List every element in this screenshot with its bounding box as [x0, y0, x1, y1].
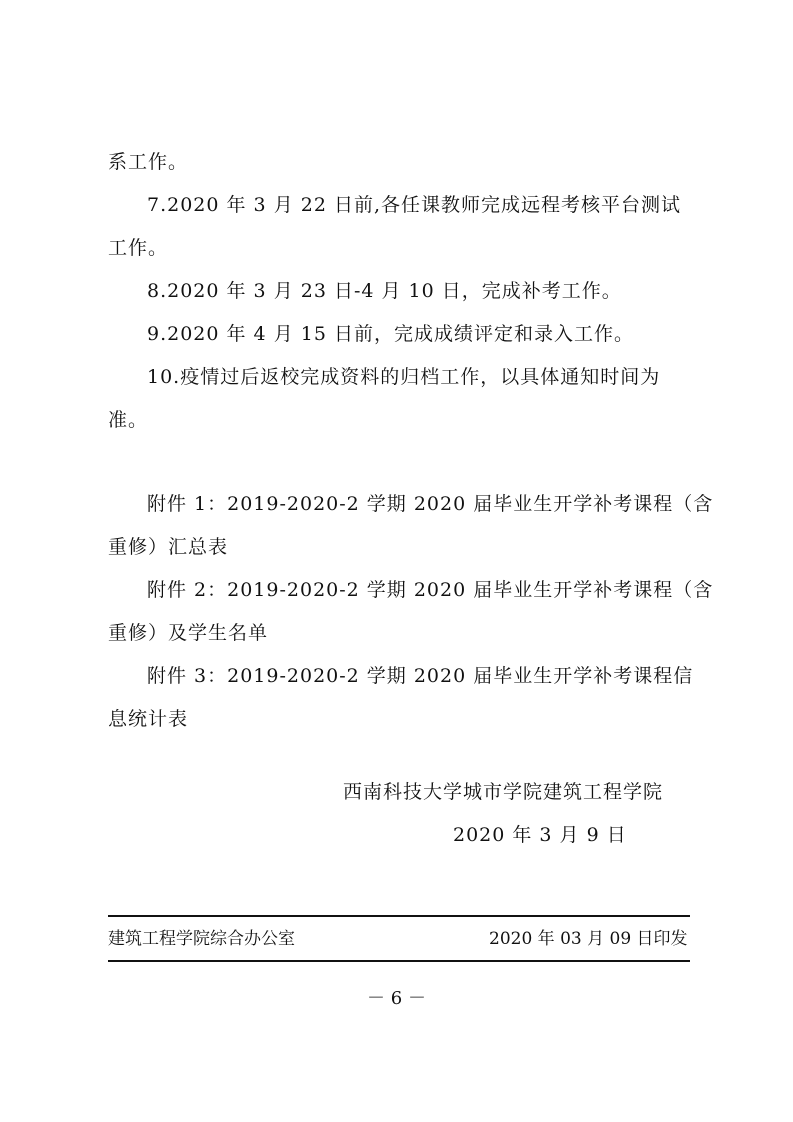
footer-print-date: 2020 年 03 月 09 日印发: [489, 929, 688, 949]
item-8: 8.2020 年 3 月 23 日-4 月 10 日，完成补考工作。: [147, 280, 622, 302]
item-9: 9.2020 年 4 月 15 日前，完成成绩评定和录入工作。: [147, 323, 634, 345]
attachment-2-line-2: 重修）及学生名单: [108, 622, 269, 644]
item-7-line-1: 7.2020 年 3 月 22 日前,各任课教师完成远程考核平台测试: [147, 194, 681, 216]
attachment-1-line-2: 重修）汇总表: [108, 536, 229, 558]
page-number: － 6 －: [367, 988, 426, 1009]
attachment-3-line-1: 附件 3：2019-2020-2 学期 2020 届毕业生开学补考课程信: [147, 665, 694, 687]
attachment-3-line-2: 息统计表: [108, 708, 189, 730]
paragraph-continuation: 系工作。: [108, 151, 189, 173]
signature-date: 2020 年 3 月 9 日: [453, 824, 627, 846]
footer-top-rule: [108, 915, 690, 917]
footer-issuer: 建筑工程学院综合办公室: [108, 929, 295, 949]
item-10-line-2: 准。: [108, 409, 149, 431]
item-10-line-1: 10.疫情过后返校完成资料的归档工作，以具体通知时间为: [147, 366, 661, 388]
item-7-line-2: 工作。: [108, 237, 169, 259]
attachment-1-line-1: 附件 1：2019-2020-2 学期 2020 届毕业生开学补考课程（含: [147, 493, 714, 515]
signature-org: 西南科技大学城市学院建筑工程学院: [343, 781, 664, 803]
attachment-2-line-1: 附件 2：2019-2020-2 学期 2020 届毕业生开学补考课程（含: [147, 579, 714, 601]
footer-bottom-rule: [108, 960, 690, 962]
